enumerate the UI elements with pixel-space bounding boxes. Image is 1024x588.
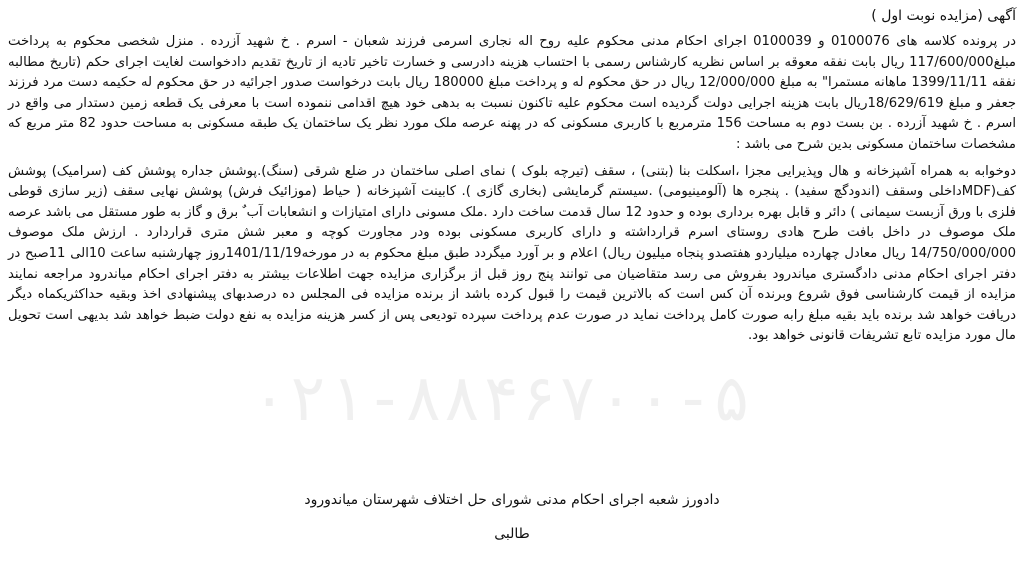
notice-paragraph-case: در پرونده کلاسه های 0100076 و 0100039 اجرای احکام مدنی محکوم علیه روح اله نجاری اسرمی فرزند شعبان - اسرم . خ شهید آزرده . منزل شخصی محکوم به پرداخت مبلغ117/600/000 ریال بابت نفقه معوقه بر اساس نظریه کارشناس رسمی با احتساب هزینه دادرسی و خسارت تاخیر تادیه از تاریخ تقدیم دادخواست لغایت اجرای حکم (تاریخ مطالبه نفقه 1399/11/11 ماهانه مستمرا" به مبلغ 12/000/000 ریال در حق محکوم له و پرداخت مبلغ 180000 ریال بابت درخواست صدور اجرائیه در حق محکوم له حکیمه دست مرد فرزند جعفر و مبلغ 18/629/619ریال بابت هزینه اجرایی دولت گردیده است محکوم علیه تاکنون نسبت به بدهی خود هیچ اقدامی ننموده است با معرفی یک قطعه زمین دستدار می واقع در اسرم . خ شهید آزرده . بن بست دوم به مساحت 156 مترمربع با کاربری مسکونی که در پهنه عرصه ملک مورد نظر یک ساختمان یک طبقه مسکونی به مساحت حدود 82 متر مربع که مشخصات ساختمان مسکونی بدین شرح می باشد :	[8, 34, 1016, 152]
notice-paragraph-property: دوخوابه به همراه آشپزخانه و هال وپذیرایی مجزا ،اسکلت بنا (بتنی) ، سقف (تیرچه بلوک ) نمای اصلی ساختمان در ضلع شرقی (سنگ).پوشش جداره پوشش کف (سرامیک) پوشش کف(MDFداخلی وسقف (اندودگچ سفید) . پنجره ها (آلومینیومی) .سیستم گرمایشی (بخاری گازی ). کابینت آشپزخانه ( حیاط (موزائیک فرش) پوشش نهایی سقف (زیر سازی قوطی فلزی با ورق آزبست سیمانی ) دائر و قابل بهره برداری بوده و حدود 12 سال قدمت ساخت دارد .ملک مسونی دارای امتیازات و انشعابات آب ٌ برق و گاز به طور مستقل می باشد عرصه ملک موصوف در داخل بافت طرح هادی روستای اسرم قرارداشته و دارای کاربری مسکونی بوده ودر مجاورت کوچه و معبر شش متری قراردارد . ارزش ملک موصوف 14/750/000/000 ریال معادل چهارده میلیاردو هفتصدو پنجاه میلیون ریال) اعلام و بر آورد میگردد طبق مبلغ محکوم به در مورخه1401/11/19روز چهارشنبه ساعت 10الی 11صبح در دفتر اجرای احکام مدنی دادگستری میاندرود بفروش می رسد متقاضیان می توانند پنج روز قبل از برگزاری مزایده جهت اطلاعات بیشتر به دفتر اجرای احکام میاندرود مراجعه نمایند مزایده از قیمت کارشناسی فوق شروع وبرنده آن کس است که بالاترین قیمت را قبول کرده باشد از برنده مزایده فی المجلس ده درصدبهای پیشنهادی اخذ وبقیه حداکثریکماه دیگر دریافت خواهد شد برنده باید بقیه مبلغ رابه صورت کامل پرداخت نماید در صورت عدم پرداخت سپرده تودیعی پس از کسر هزینه مزایده به نفع دولت ضبط خواهد شد بدیهی است تحویل مال مورد مزایده تابع تشریفات قانونی خواهد بود.	[8, 163, 1016, 344]
signer-name: طالبی	[494, 526, 530, 542]
signer-title: دادورز شعبه اجرای احکام مدنی شورای حل اختلاف شهرستان میاندورود	[304, 492, 720, 508]
notice-title: آگهی (مزایده نوبت اول )	[871, 8, 1016, 24]
phone-watermark: ۰۲۱-۸۸۴۶۷۰۰-۵	[250, 362, 751, 436]
